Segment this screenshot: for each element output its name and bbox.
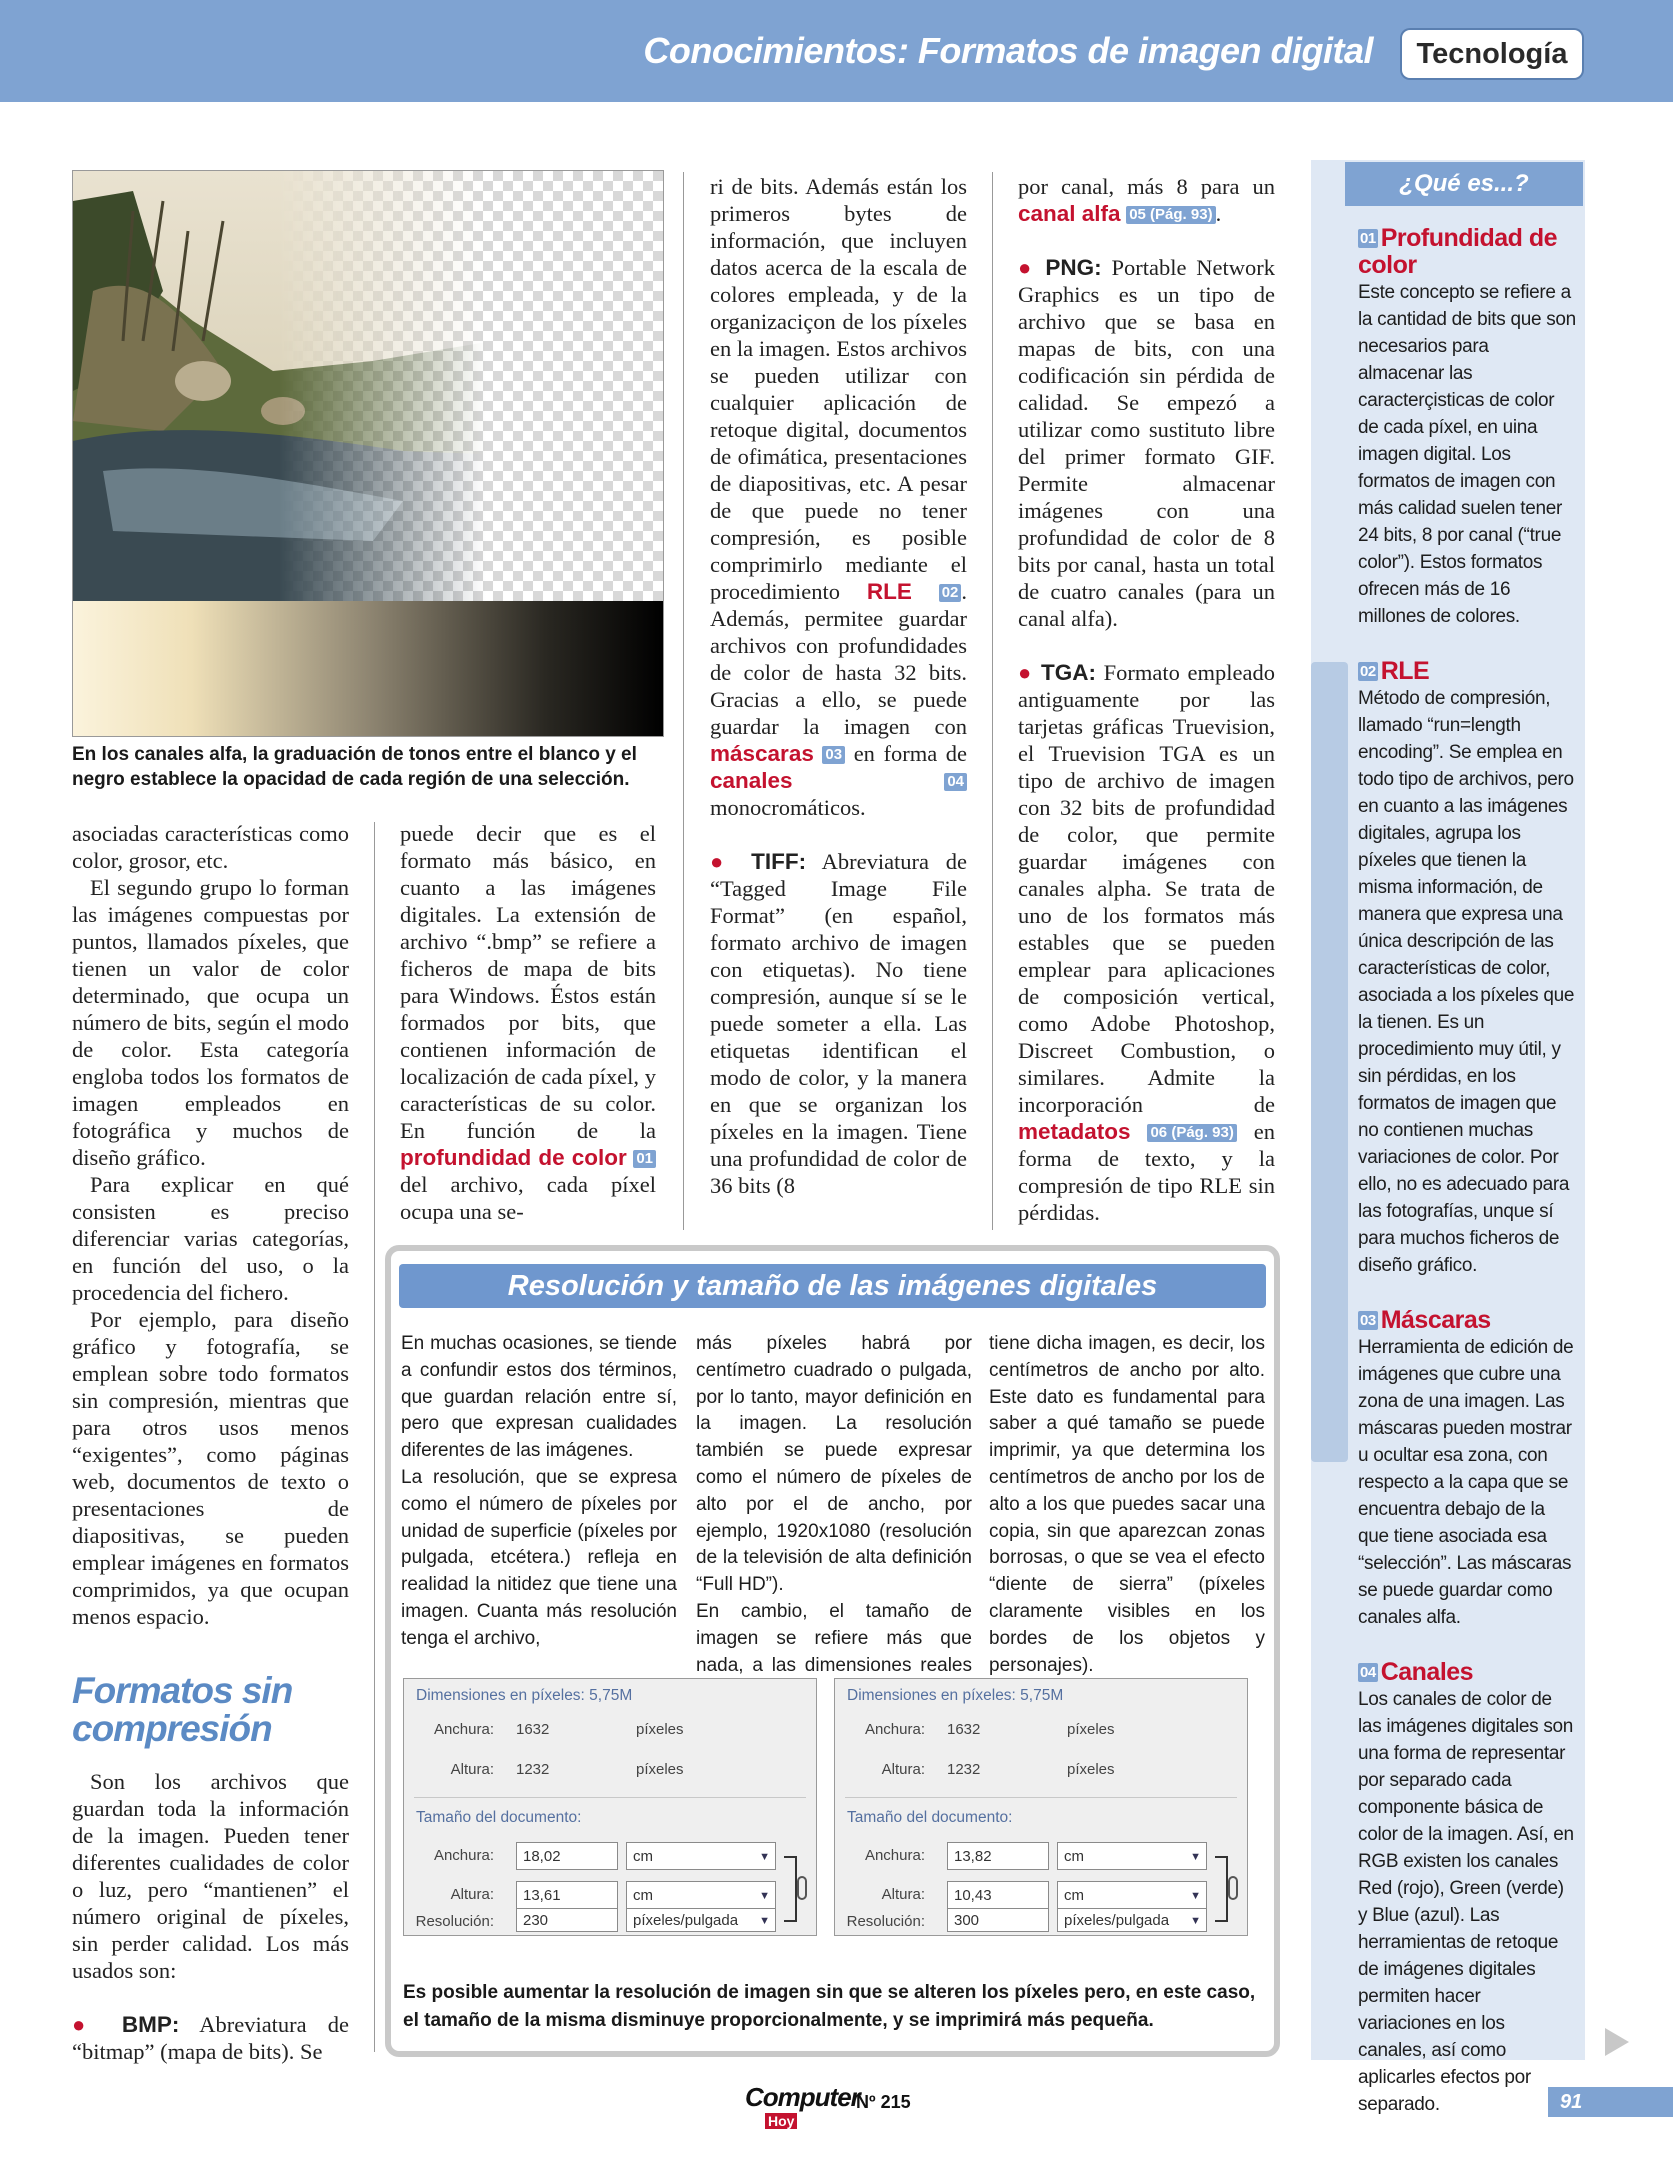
width-value: 1632 [516,1721,550,1738]
text-run: del archivo, cada píxel ocupa una se- [400,1172,656,1224]
glossary-term: Canales [1380,1658,1474,1686]
paragraph [1018,173,1275,227]
paragraph: En muchas ocasiones, se tiende a confundir estos dos términos, que guardan relación entre sí, pero que expresan cualidades diferentes de las imágenes. [401,1333,677,1462]
select-value: píxeles/pulgada [1064,1912,1170,1929]
bullet-tiff [710,848,967,1199]
paragraph: más píxeles habrá por centímetro cuadrado o pulgada, por lo tanto, mayor definición en la imagen. La resolución también se puede expresar como el número de píxeles de alto por el de ancho, por ejemplo, 1920x1080 (resolución de la televisión de alta definición “Full HD”). [696,1333,972,1596]
resolution-input[interactable]: 230 [516,1908,618,1932]
select-value: cm [1064,1887,1084,1904]
paragraph: La resolución, que se expresa como el número de píxeles por unidad de superficie (píxeles por pulgada, etcétera.) refleja en realidad la nitidez que tiene una imagen. Cuanta más resolución tenga el archivo, [401,1466,677,1649]
column-divider [374,822,375,2052]
paragraph [400,820,656,1225]
glossary-item-title [1358,1307,1576,1334]
box-column-2 [696,1331,972,1706]
glossary-item-title [1358,225,1576,279]
select-value: cm [633,1848,653,1865]
box-column-3 [989,1331,1265,1679]
paragraph: El segundo grupo lo forman las imágenes compuestas por puntos, llamados píxeles, que tienen un valor de color determinado, que ocupa un número de bits, según el modo de color. Esta categoría engloba todos los formatos de imagen empleados en fotográfica y muchos de diseño gráfico. [72,875,349,1170]
bullet-bmp [72,2011,349,2065]
sidebar-title: ¿Qué es...? [1345,162,1583,206]
image-size-dialog-2 [834,1678,1248,1936]
bullet-label: TIFF: [751,849,807,874]
page-header [0,0,1673,102]
link-chain-icon [1213,1851,1241,1927]
term-profundidad: profundidad de color [400,1145,627,1170]
glossary-number: 04 [1360,1664,1376,1681]
doc-width-unit-select[interactable] [626,1842,776,1870]
width-value: 1632 [947,1721,981,1738]
resolution-box [385,1245,1280,2057]
bullet-text: Abreviatura de “Tagged Image File Format” (en español, formato archivo de imagen con etiquetas). No tiene compresión, aunque sí se le puede someter a ella. Las etiquetas identifican el modo de color, y la manera en que se organizan los píxeles en la imagen. Tiene una profundidad de color de 36 bits (8 [710,849,967,1198]
resolution-unit-select[interactable] [1057,1908,1207,1932]
ref-badge: 01 [633,1150,656,1168]
issue-number: Nº 215 [856,2092,911,2112]
next-page-arrow-icon [1605,2028,1629,2056]
glossary-text: Este concepto se refiere a la cantidad de bits que son necesarios para almacenar las caracterçisticas de color de cada píxel, en uina imagen digital. Los formatos de imagen con más calidad suelen tener 24 bits, 8 por canal (“true color”). Estos formatos ofrecen más de 16 millones de colores. [1358,282,1576,627]
glossary-item [1358,658,1576,1279]
term-canales: canales [710,768,793,793]
divider [845,1797,1237,1798]
chevron-down-icon: ▼ [1190,1851,1201,1863]
section-heading: Formatos sin compresión [72,1670,293,1749]
width-unit: píxeles [636,1721,684,1738]
glossary-item [1358,225,1576,630]
height-value: 1232 [516,1761,550,1778]
glossary-term: Profundidad de color [1358,224,1558,279]
glossary-number: 02 [1360,663,1376,680]
paragraph: Son los archivos que guardan toda la información de la imagen. Pueden tener diferentes cualidades de color o luz, pero “mantienen” el número original de píxeles, sin perder calidad. Los más usados son: [72,1769,349,1983]
divider [414,1797,806,1798]
image-size-dialog-1 [403,1678,817,1936]
doc-size-title: Tamaño del documento: [847,1809,1013,1826]
bullet-icon: ● [72,2012,101,2037]
glossary-text: Los canales de color de las imágenes digitales son una forma de representar por separado cada componente básica de color de la imagen. Así, en RGB existen los canales Red (rojo), Green (verde) y Blue (azul). Las herramientas de retoque de imágenes digitales permiten hacer variaciones en los canales, así como aplicarles efectos por separado. [1358,1689,1574,2115]
height-label: Altura: [450,1761,494,1778]
doc-height-input[interactable]: 10,43 [947,1881,1049,1909]
term-metadatos: metadatos [1018,1119,1131,1144]
pixel-dims-title: Dimensiones en píxeles: 5,75M [416,1687,633,1704]
section-badge: Tecnología [1402,30,1582,78]
height-value: 1232 [947,1761,981,1778]
text-run: . Además, permitee guardar archivos con profundidades de color de hasta 32 bits. Gracias a ello, se puede guardar la imagen con [710,579,967,739]
text-run: en forma de [853,741,968,766]
select-value: cm [1064,1848,1084,1865]
resolution-input[interactable]: 300 [947,1908,1049,1932]
bullet-text: Abreviatura de “bitmap” (mapa de bits). Se [72,2012,349,2064]
term-canal-alfa: canal alfa [1018,201,1121,226]
column-divider [992,172,993,1230]
resolution-label: Resolución: [846,1913,925,1930]
ref-badge: 03 [822,746,845,764]
magazine-logo [745,2082,860,2131]
bullet-label: TGA: [1040,660,1096,685]
box-title: Resolución y tamaño de las imágenes digitales [399,1264,1266,1308]
resolution-unit-select[interactable] [626,1908,776,1932]
text-run: puede decir que es el formato más básico, en cuanto a las imágenes digitales. La extensión de archivo “.bmp” se refiere a ficheros de mapa de bits para Windows. Éstos están formados por bits, que contienen información de localización de cada píxel, y características de su color. En función de la [400,821,656,1143]
height-unit: píxeles [636,1761,684,1778]
glossary-number: 01 [1360,230,1376,247]
text-run: . [1215,201,1222,226]
term-mascaras: máscaras [710,741,814,766]
glossary-term: Máscaras [1380,1306,1491,1334]
glossary-text: Herramienta de edición de imágenes que cubre una zona de una imagen. Las máscaras pueden mostrar u ocultar esa zona, con respecto a la capa que se encuentra debajo de la que tiene asociada esa “selección”. Las máscaras se puede guardar como canales alfa. [1358,1337,1574,1628]
height-unit: píxeles [1067,1761,1115,1778]
column-divider [683,172,684,1230]
width-label: Anchura: [864,1721,925,1738]
text-column-1-cont [72,1768,349,2065]
bullet-label: BMP: [121,2012,180,2037]
text-column-4 [1018,173,1275,1226]
bullet-label: PNG: [1045,255,1102,280]
doc-size-title: Tamaño del documento: [416,1809,582,1826]
link-chain-icon [782,1851,810,1927]
height-label: Altura: [881,1761,925,1778]
chevron-down-icon: ▼ [759,1890,770,1902]
page-number: 91 [1548,2087,1673,2117]
paragraph: tiene dicha imagen, es decir, los centímetros de ancho por alto. Este dato es fundamental para saber a qué tamaño se puede imprimir, ya que determina los centímetros de ancho por los de alto a los que puedes sacar una copia, sin que aparezcan zonas borrosas, o que se vea el efecto “diente de sierra” (píxeles claramente visibles en los bordes de los objetos y personajes). [989,1333,1265,1676]
select-value: cm [633,1887,653,1904]
resolution-label: Resolución: [415,1913,494,1930]
glossary-item [1358,1307,1576,1631]
logo-text: Computer [745,2082,860,2112]
doc-width-label: Anchura: [864,1847,925,1864]
glossary-item-title [1358,658,1576,685]
sidebar-content [1358,225,1576,2146]
paragraph [710,173,967,821]
text-run: por canal, más 8 para un [1018,174,1275,199]
bullet-png [1018,254,1275,632]
ref-badge: 06 (Pág. 93) [1147,1124,1236,1142]
header-title: Conocimientos: Formatos de imagen digital [643,30,1373,71]
doc-height-label: Altura: [881,1886,925,1903]
glossary-item [1358,1659,1576,2118]
term-rle: RLE [866,579,912,604]
text-column-2 [400,820,656,1225]
text-run: en forma de texto, y la compresión de tipo RLE sin pérdidas. [1018,1119,1276,1225]
ref-badge: 04 [944,773,967,791]
select-value: píxeles/pulgada [633,1912,739,1929]
doc-height-input[interactable]: 13,61 [516,1881,618,1909]
glossary-number: 03 [1360,1312,1376,1329]
glossary-text: Método de compresión, llamado “run=length encoding”. Se emplea en todo tipo de archivos, pero en cuanto a las imágenes digitales, agrupa los píxeles que tienen la misma información, de manera que expresa una única descripción de las características de color, asociada a los píxeles que la tienen. Es un procedimiento muy útil, y sin pérdidas, en los formatos de imagen que no contienen muchas variaciones de color. Por ello, no es adecuado para las fotografías, unque sí para muchos ficheros de diseño gráfico. [1358,688,1575,1276]
doc-height-unit-select[interactable] [1057,1881,1207,1909]
doc-width-label: Anchura: [433,1847,494,1864]
paragraph: asociadas características como color, grosor, etc. [72,821,349,873]
box-caption: Es posible aumentar la resolución de imagen sin que se alteren los píxeles pero, en este caso, el tamaño de la misma disminuye proporcionalmente, y se imprimirá más pequeña. [403,1982,1256,2031]
glossary-term: RLE [1380,657,1430,685]
box-column-1 [401,1331,677,1653]
bullet-icon: ● [1018,660,1034,685]
width-unit: píxeles [1067,1721,1115,1738]
text-column-1 [72,820,349,1630]
bullet-text: Formato empleado antiguamente por las tarjetas gráficas Truevision, el Truevision TGA es un tipo de archivo de imagen con 32 bits de profundidad de color, que permite guardar imágenes con canales alpha. Se trata de uno de los formatos más estables que se pueden emplear para aplicaciones de composición vertical, como Adobe Photoshop, Discreet Combustion, o similares. Admite la incorporación de [1018,660,1276,1117]
bullet-tga [1018,659,1275,1226]
paragraph: En cambio, el tamaño de imagen se refiere más que nada, a las dimensiones reales [696,1600,972,1676]
width-label: Anchura: [433,1721,494,1738]
glossary-item-title [1358,1659,1576,1686]
bullet-text: Portable Network Graphics es un tipo de archivo que se basa en mapas de bits, con una codificación sin pérdida de calidad. Se empezó a utilizar como sustituto libre del primer formato GIF. Permite almacenar imágenes con una profundidad de color de 8 bits por canal, hasta un total de cuatro canales (para un canal alfa). [1018,255,1276,631]
paragraph: Para explicar en qué consisten es preciso diferenciar varias categorías, en función del uso, o la procedencia del fichero. [72,1172,349,1305]
doc-height-unit-select[interactable] [626,1881,776,1909]
chevron-down-icon: ▼ [759,1851,770,1863]
doc-width-unit-select[interactable] [1057,1842,1207,1870]
paragraph: Por ejemplo, para diseño gráfico y fotografía, se emplean sobre todo formatos sin compresión, mientras que para otros usos menos “exigentes”, como páginas web, documentos de texto o presentaciones de diapositivas, se pueden emplear imágenes en formatos comprimidos, ya que ocupan menos espacio. [72,1307,349,1629]
doc-width-input[interactable]: 18,02 [516,1842,618,1870]
doc-height-label: Altura: [450,1886,494,1903]
text-run: monocromáticos. [710,795,866,820]
ref-badge: 02 [939,584,962,602]
ref-badge: 05 (Pág. 93) [1126,206,1215,224]
chevron-down-icon: ▼ [1190,1915,1201,1927]
pixel-dims-title: Dimensiones en píxeles: 5,75M [847,1687,1064,1704]
bullet-icon: ● [1018,255,1036,280]
bullet-icon: ● [710,849,735,874]
text-run: ri de bits. Además están los primeros bytes de información, que incluyen datos acerca de la escala de colores empleada, y de la organizaciçon de los píxeles en la imagen. Estos archivos se pueden utilizar con cualquier aplicación de retoque digital, documentos de ofimática, presentaciones de diapositivas, etc. A pesar de que puede no tener compresión, es posible comprimirlo mediante el procedimiento [710,174,967,604]
logo-badge: Hoy [765,2113,797,2129]
photo-caption: En los canales alfa, la graduación de tonos entre el blanco y el negro establece la opacidad de cada región de una selección. [72,744,637,790]
sidebar-band [1311,662,1348,1462]
photo-illustration [73,171,663,736]
alpha-channel-photo [72,170,664,737]
doc-width-input[interactable]: 13,82 [947,1842,1049,1870]
chevron-down-icon: ▼ [759,1915,770,1927]
chevron-down-icon: ▼ [1190,1890,1201,1902]
text-column-3 [710,173,967,1199]
